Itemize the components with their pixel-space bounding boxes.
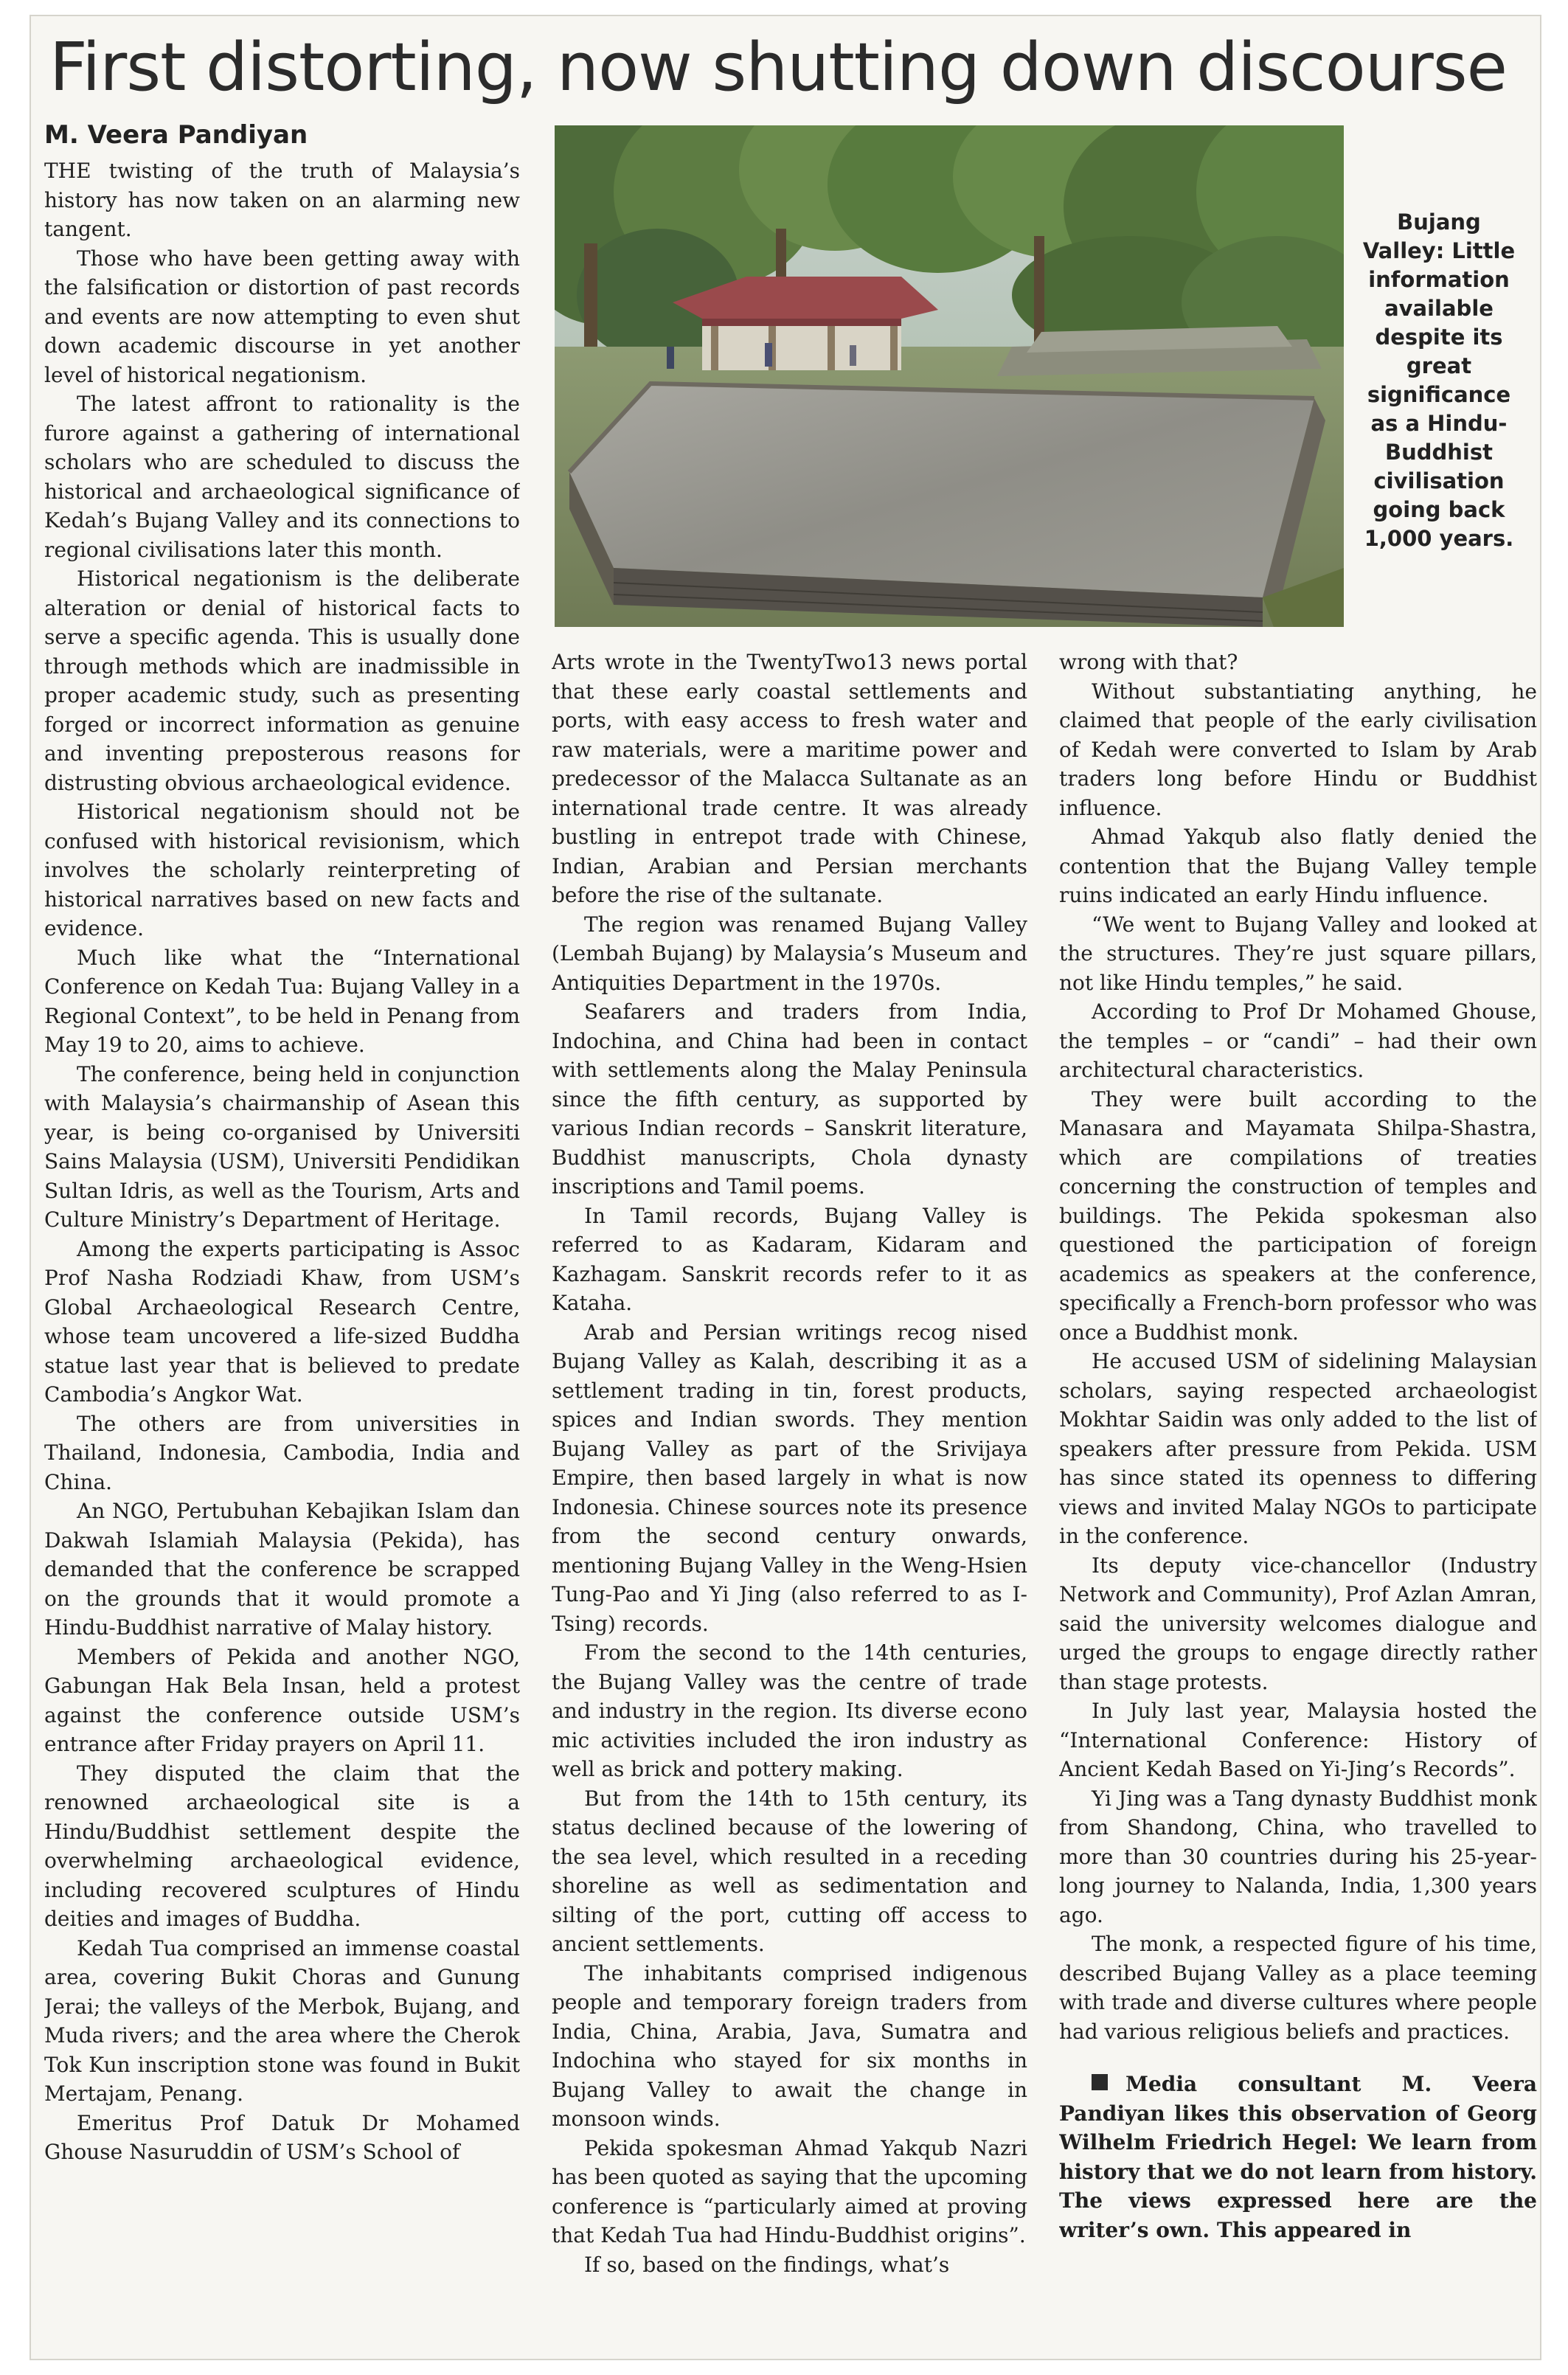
paragraph: They were built according to the Manasara and Mayamata Shilpa-Shastra, which are compilations of treaties concerning the construction of temples and buildings. The Pekida spokesman also questioned the participation of foreign academics as speakers at the conference, specifically a French-born professor who was once a Buddhist monk. bbox=[1059, 1086, 1537, 1345]
paragraph: THE twisting of the truth of Malaysia’s history has now taken on an alarming new tangent. bbox=[44, 159, 520, 241]
paragraph: Kedah Tua comprised an immense coastal area, covering Bukit Choras and Gunung Jerai; the valleys of the Merbok, Bujang, and Muda rivers; and the area where the Cherok Tok Kun inscription stone was found in Bukit Mertajam, Penang. bbox=[44, 1935, 520, 2106]
paragraph: An NGO, Pertubuhan Kebajikan Islam dan Dakwah Islamiah Malaysia (Pekida), has demanded that the conference be scrapped on the grounds that it would promote a Hindu-Buddhist narrative of Malay history. bbox=[44, 1499, 520, 1640]
headline: First distorting, now shutting down discourse bbox=[49, 29, 1508, 106]
paragraph: In July last year, Malaysia hosted the “International Conference: History of Ancient Kedah Based on Yi-Jing’s Records”. bbox=[1059, 1699, 1537, 1781]
paragraph: The others are from universities in Thailand, Indonesia, Cambodia, India and China. bbox=[44, 1411, 520, 1494]
article-column-1 bbox=[44, 156, 520, 2354]
paragraph: The latest affront to rationality is the furore against a gathering of international scholars who are scheduled to discuss the historical and archaeological significance of Kedah’s Bujang Valley and its connections to regional civilisations later this month. bbox=[44, 392, 520, 562]
paragraph: Historical negationism is the deliberate alteration or denial of historical facts to serve a specific agenda. This is usually done through methods which are inadmissible in proper academic study, such as presenting forged or incorrect information as genuine and inventing preposterous reasons for distrusting obvious archaeological evidence. bbox=[44, 566, 520, 795]
paragraph: According to Prof Dr Mohamed Ghouse, the temples – or “candi” – had their own architectural characteristics. bbox=[1059, 999, 1537, 1082]
paragraph: The region was renamed Bujang Valley (Lembah Bujang) by Malaysia’s Museum and Antiquities Department in the 1970s. bbox=[552, 912, 1027, 995]
paragraph: “We went to Bujang Valley and looked at the structures. They’re just square pillars, not like Hindu temples,” he said. bbox=[1059, 912, 1537, 995]
paragraph: Members of Pekida and another NGO, Gabungan Hak Bela Insan, held a protest against the conference outside USM’s entrance after Friday prayers on April 11. bbox=[44, 1644, 520, 1756]
author-note bbox=[1059, 2070, 1537, 2244]
paragraph: Pekida spokesman Ahmad Yakqub Nazri has been quoted as saying that the upcoming conference is “particularly aimed at proving that Kedah Tua had Hindu-Buddhist origins”. bbox=[552, 2135, 1027, 2247]
bujang-valley-photo bbox=[555, 125, 1344, 627]
paragraph: Its deputy vice-chancellor (Industry Network and Community), Prof Azlan Amran, said the university welcomes dialogue and urged the groups to engage directly rather than stage protests. bbox=[1059, 1553, 1537, 1694]
paragraph: Without substantiating anything, he claimed that people of the early civilisation of Kedah were converted to Islam by Arab traders long before Hindu or Buddhist influence. bbox=[1059, 679, 1537, 820]
paragraph: The inhabitants comprised indigenous people and temporary foreign traders from India, China, Arabia, Java, Sumatra and Indochina who stayed for six months in Bujang Valley to await the change in monsoon winds. bbox=[552, 1960, 1027, 2131]
article-column-3 bbox=[1059, 648, 1537, 2354]
temple-ruins-image bbox=[555, 125, 1344, 627]
paragraph: But from the 14th to 15th century, its status declined because of the lowering of the sea level, which resulted in a receding shoreline as well as sedimentation and silting of the port, cutting off access to ancient settlements. bbox=[552, 1786, 1027, 1956]
paragraph: Emeritus Prof Datuk Dr Mohamed Ghouse Nasuruddin of USM’s School of bbox=[44, 2110, 520, 2164]
paragraph: If so, based on the findings, what’s bbox=[584, 2252, 950, 2277]
paragraph: From the second to the 14th centuries, the Bujang Valley was the centre of trade and industry in the region. Its diverse econo mic activities included the iron industry as well as brick and pottery making. bbox=[552, 1640, 1027, 1781]
paragraph: Arab and Persian writings recog nised Bujang Valley as Kalah, describing it as a settlement trading in tin, forest products, spices and Indian swords. They mention Bujang Valley as part of the Srivijaya Empire, then based largely in what is now Indonesia. Chinese sources note its presence from the second century onwards, mentioning Bujang Valley in the Weng-Hsien Tung-Pao and Yi Jing (also referred to as I-Tsing) records. bbox=[552, 1320, 1027, 1636]
paragraph: The monk, a respected figure of his time, described Bujang Valley as a place teeming with trade and diverse cultures where people had various religious beliefs and practices. bbox=[1059, 1932, 1537, 2044]
paragraph: Historical negationism should not be confused with historical revisionism, which involves the scholarly reinterpreting of historical narratives based on new facts and evidence. bbox=[44, 800, 520, 940]
photo-caption: Bujang Valley: Little information available despite its great significance as a Hindu-Buddhist civilisation going back 1,000 years. bbox=[1362, 209, 1516, 551]
paragraph: wrong with that? bbox=[1059, 650, 1238, 674]
article-column-2 bbox=[552, 648, 1027, 2354]
byline: M. Veera Pandiyan bbox=[44, 120, 308, 150]
paragraph: Yi Jing was a Tang dynasty Buddhist monk from Shandong, China, who travelled to more than 30 countries during his 25-year-long journey to Nalanda, India, 1,300 years ago. bbox=[1059, 1786, 1537, 1927]
paragraph: They disputed the claim that the renowned archaeological site is a Hindu/Buddhist settlement despite the overwhelming archaeological evidence, including recovered sculptures of Hindu deities and images of Buddha. bbox=[44, 1761, 520, 1931]
paragraph: Ahmad Yakqub also flatly denied the contention that the Bujang Valley temple ruins indicated an early Hindu influence. bbox=[1059, 825, 1537, 907]
paragraph: Those who have been getting away with the falsification or distortion of past records and events are now attempting to even shut down academic discourse in yet another level of historical negationism. bbox=[44, 246, 520, 387]
paragraph: Much like what the “International Conference on Kedah Tua: Bujang Valley in a Regional Context”, to be held in Penang from May 19 to 20, aims to achieve. bbox=[44, 945, 520, 1057]
paragraph: In Tamil records, Bujang Valley is referred to as Kadaram, Kidaram and Kazhagam. Sanskrit records refer to it as Kataha. bbox=[552, 1203, 1027, 1315]
paragraph: He accused USM of sidelining Malaysian scholars, saying respected archaeologist Mokhtar Saidin was only added to the list of speakers after pressure from Pekida. USM has since stated its openness to differing views and invited Malay NGOs to participate in the conference. bbox=[1059, 1349, 1537, 1548]
paragraph: Seafarers and traders from India, Indochina, and China had been in contact with settlements along the Malay Peninsula since the fifth century, as supported by various Indian records – Sanskrit literature, Buddhist manuscripts, Chola dynasty inscriptions and Tamil poems. bbox=[552, 999, 1027, 1199]
paragraph: Arts wrote in the TwentyTwo13 news portal that these early coastal settlements and ports, with easy access to fresh water and raw materials, were a maritime power and predecessor of the Malacca Sultanate as an international trade centre. It was already bustling in entrepot trade with Chinese, Indian, Arabian and Persian merchants before the rise of the sultanate. bbox=[552, 650, 1027, 907]
paragraph: The conference, being held in conjunction with Malaysia’s chairmanship of Asean this year, is being co-organised by Universiti Sains Malaysia (USM), Universiti Pendidikan Sultan Idris, as well as the Tourism, Arts and Culture Ministry’s Department of Heritage. bbox=[44, 1061, 520, 1232]
author-note-text: Media consultant M. Veera Pandiyan likes this observation of Georg Wilhelm Friedrich Hegel: We learn from history that we do not learn from history. The views expressed here are the writer’s own. This appeared in bbox=[1059, 2072, 1537, 2242]
paragraph: Among the experts participating is Assoc Prof Nasha Rodziadi Khaw, from USM’s Global Archaeological Research Centre, whose team uncovered a life-sized Buddha statue last year that is believed to predate Cambodia’s Angkor Wat. bbox=[44, 1236, 520, 1407]
square-bullet-icon bbox=[1092, 2074, 1108, 2090]
